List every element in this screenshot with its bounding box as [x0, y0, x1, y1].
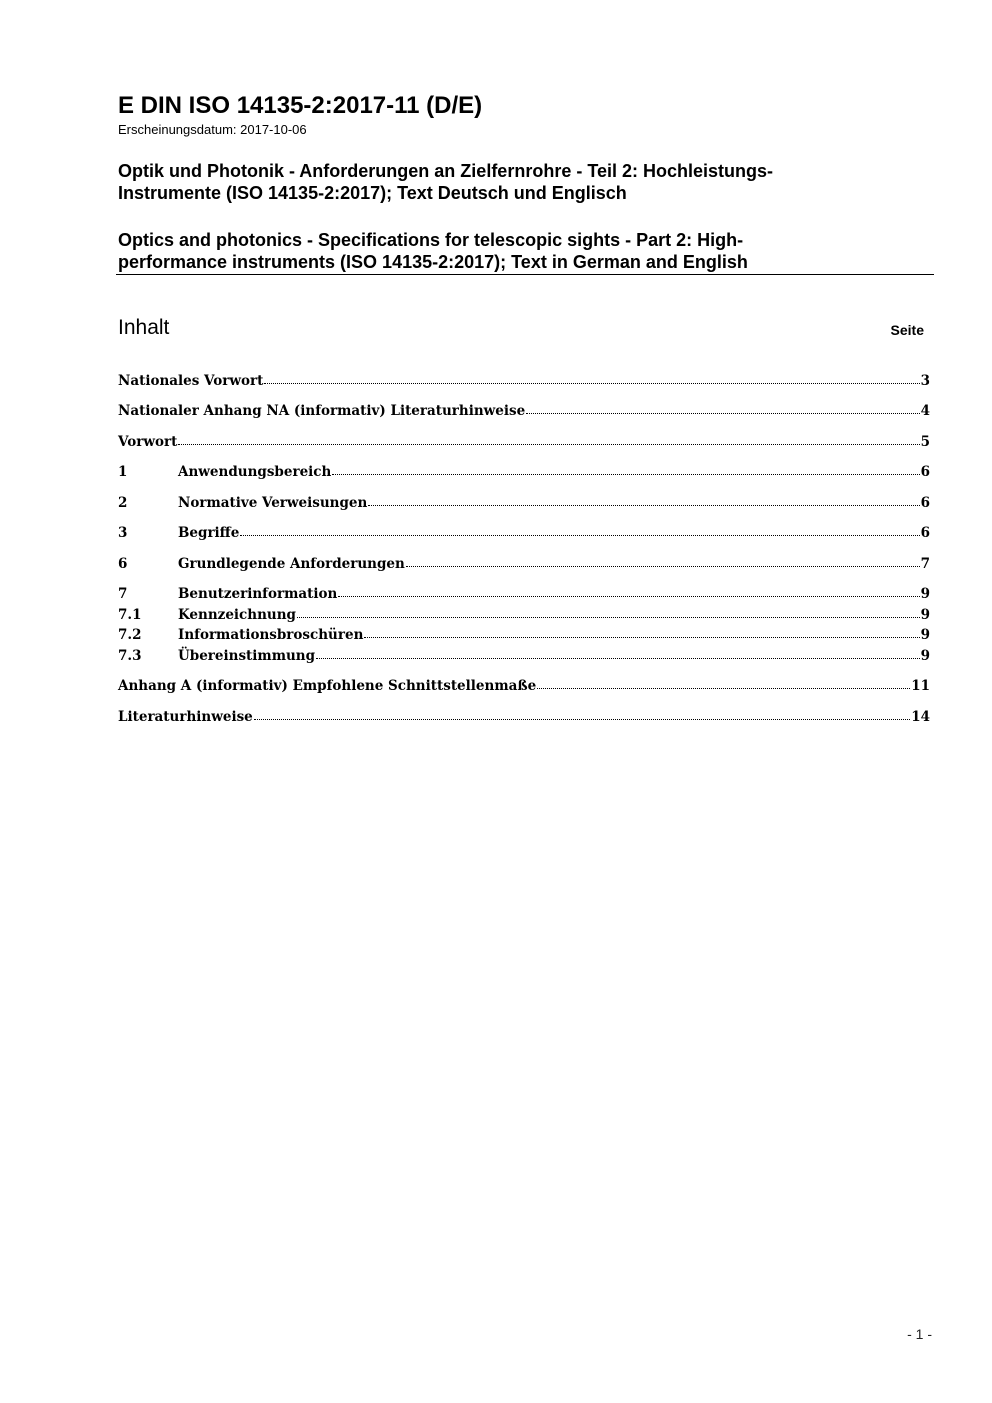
toc-entry-page: 9 [920, 648, 930, 664]
toc-entry-title: Vorwort [118, 434, 178, 450]
toc-entry-number: 6 [118, 556, 128, 572]
toc-entry-title: Informationsbroschüren [178, 627, 364, 643]
toc-dot-leader [264, 379, 919, 384]
toc-entry-number: 7.3 [118, 648, 142, 664]
toc-entry-page: 4 [920, 403, 930, 419]
toc-heading: Inhalt [118, 316, 170, 339]
toc-entry-number: 1 [118, 464, 128, 480]
toc-entry-title: Grundlegende Anforderungen [178, 556, 405, 572]
toc-entry-literaturhinweise[interactable] [118, 707, 930, 727]
title-german-line-2: Instrumente (ISO 14135-2:2017); Text Deutsch und Englisch [118, 183, 627, 203]
publication-date: Erscheinungsdatum: 2017-10-06 [118, 122, 307, 137]
toc-entry-title: Nationales Vorwort [118, 373, 264, 389]
toc-dot-leader [526, 409, 919, 414]
toc-entry-vorwort[interactable] [118, 432, 930, 452]
toc-entry-section-7-2[interactable] [118, 625, 930, 645]
toc-entry-section-6[interactable] [118, 554, 930, 574]
toc-entry-title: Benutzerinformation [178, 586, 338, 602]
toc-dot-leader [332, 470, 919, 475]
toc-entry-page: 14 [911, 709, 930, 725]
title-english [118, 229, 928, 273]
toc-entry-nationaler-anhang[interactable] [118, 401, 930, 421]
toc-dot-leader [254, 715, 910, 720]
header-divider [116, 274, 934, 275]
toc-entry-page: 7 [920, 556, 930, 572]
toc-entry-section-7-3[interactable] [118, 646, 930, 666]
toc-entry-section-7[interactable] [118, 584, 930, 604]
toc-entry-page: 11 [911, 678, 930, 694]
toc-entry-page: 9 [920, 586, 930, 602]
title-english-line-2: performance instruments (ISO 14135-2:2017); Text in German and English [118, 252, 748, 272]
toc-entry-page: 6 [920, 525, 930, 541]
toc-entry-nationales-vorwort[interactable] [118, 371, 930, 391]
toc-dot-leader [406, 562, 920, 567]
toc-entry-title: Anwendungsbereich [178, 464, 332, 480]
toc-dot-leader [537, 684, 910, 689]
title-german [118, 160, 928, 204]
toc-entry-number: 7 [118, 586, 128, 602]
toc-dot-leader [316, 654, 920, 659]
toc-dot-leader [364, 633, 919, 638]
toc-entry-page: 9 [920, 627, 930, 643]
toc-dot-leader [240, 531, 919, 536]
toc-entry-number: 2 [118, 495, 128, 511]
toc-entry-page: 5 [920, 434, 930, 450]
toc-entry-number: 7.2 [118, 627, 142, 643]
document-designation: E DIN ISO 14135-2:2017-11 (D/E) [118, 92, 483, 119]
toc-entry-number: 7.1 [118, 607, 142, 623]
toc-entry-title: Begriffe [178, 525, 240, 541]
toc-entry-section-2[interactable] [118, 493, 930, 513]
toc-dot-leader [178, 440, 919, 445]
toc-entry-section-3[interactable] [118, 523, 930, 543]
toc-entry-title: Normative Verweisungen [178, 495, 368, 511]
toc-page-column-label: Seite [890, 322, 924, 338]
toc-entry-title: Kennzeichnung [178, 607, 296, 623]
title-english-line-1: Optics and photonics - Specifications for telescopic sights - Part 2: High- [118, 230, 744, 250]
toc-entry-page: 6 [920, 495, 930, 511]
toc-entry-page: 6 [920, 464, 930, 480]
toc-entry-title: Literaturhinweise [118, 709, 253, 725]
toc-entry-number: 3 [118, 525, 128, 541]
toc-entry-title: Nationaler Anhang NA (informativ) Literaturhinweise [118, 403, 526, 419]
toc-entry-title: Übereinstimmung [178, 648, 316, 664]
page-number: - 1 - [907, 1326, 932, 1342]
toc-dot-leader [368, 501, 919, 506]
toc-entry-section-7-1[interactable] [118, 605, 930, 625]
toc-entry-anhang-a[interactable] [118, 676, 930, 696]
toc-entry-title: Anhang A (informativ) Empfohlene Schnittstellenmaße [118, 678, 537, 694]
title-german-line-1: Optik und Photonik - Anforderungen an Zielfernrohre - Teil 2: Hochleistungs- [118, 161, 774, 181]
toc-entry-page: 9 [920, 607, 930, 623]
toc-entry-section-1[interactable] [118, 462, 930, 482]
toc-dot-leader [338, 592, 919, 597]
toc-entry-page: 3 [920, 373, 930, 389]
toc-dot-leader [297, 613, 920, 618]
